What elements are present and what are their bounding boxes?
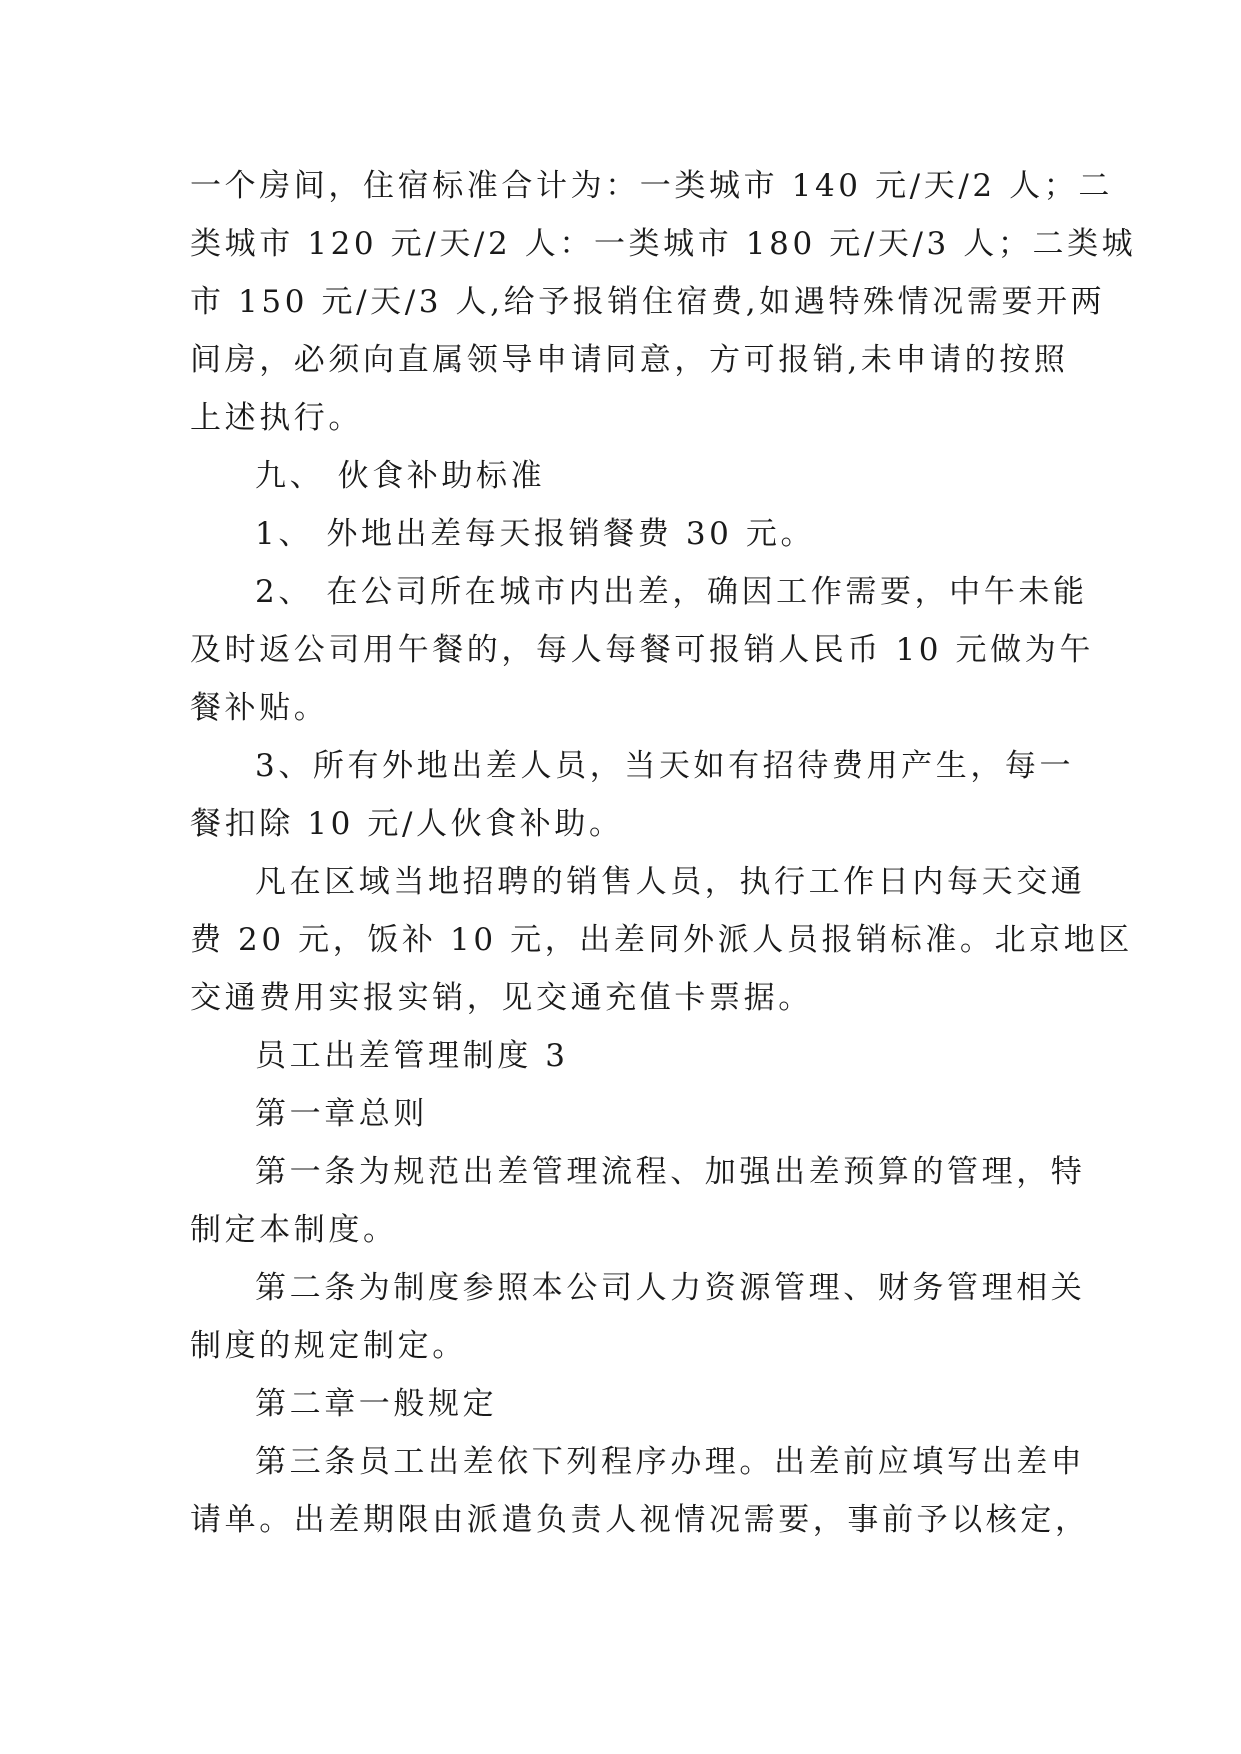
text-line: 类城市 120 元/天/2 人：一类城市 180 元/天/3 人；二类城 — [190, 226, 1137, 262]
text-line: 一个房间，住宿标准合计为：一类城市 140 元/天/2 人；二 — [190, 168, 1113, 204]
text-line: 第一条为规范出差管理流程、加强出差预算的管理，特 — [255, 1154, 1086, 1190]
text-line: 市 150 元/天/3 人,给予报销住宿费,如遇特殊情况需要开两 — [190, 284, 1106, 320]
text-line: 餐补贴。 — [190, 690, 329, 726]
text-line: 间房，必须向直属领导申请同意，方可报销,未申请的按照 — [190, 342, 1069, 378]
document-title: 员工出差管理制度 3 — [255, 1038, 569, 1074]
text-line: 第二条为制度参照本公司人力资源管理、财务管理相关 — [255, 1270, 1086, 1306]
text-line: 凡在区域当地招聘的销售人员，执行工作日内每天交通 — [255, 864, 1086, 900]
text-line: 及时返公司用午餐的，每人每餐可报销人民币 10 元做为午 — [190, 632, 1094, 668]
text-line: 请单。出差期限由派遣负责人视情况需要，事前予以核定， — [190, 1502, 1090, 1538]
text-line: 交通费用实报实销，见交通充值卡票据。 — [190, 980, 813, 1016]
text-line: 制度的规定制定。 — [190, 1328, 467, 1364]
chapter-heading: 第二章一般规定 — [255, 1386, 498, 1422]
text-line: 3、所有外地出差人员，当天如有招待费用产生，每一 — [255, 748, 1075, 784]
text-line: 上述执行。 — [190, 400, 363, 436]
text-line: 2、 在公司所在城市内出差，确因工作需要，中午未能 — [255, 574, 1088, 610]
chapter-heading: 第一章总则 — [255, 1096, 428, 1132]
text-line: 第三条员工出差依下列程序办理。出差前应填写出差申 — [255, 1444, 1086, 1480]
text-line: 1、 外地出差每天报销餐费 30 元。 — [255, 516, 816, 552]
text-line: 餐扣除 10 元/人伙食补助。 — [190, 806, 624, 842]
text-line: 费 20 元，饭补 10 元，出差同外派人员报销标准。北京地区 — [190, 922, 1133, 958]
section-heading: 九、 伙食补助标准 — [255, 458, 546, 494]
text-line: 制定本制度。 — [190, 1212, 398, 1248]
